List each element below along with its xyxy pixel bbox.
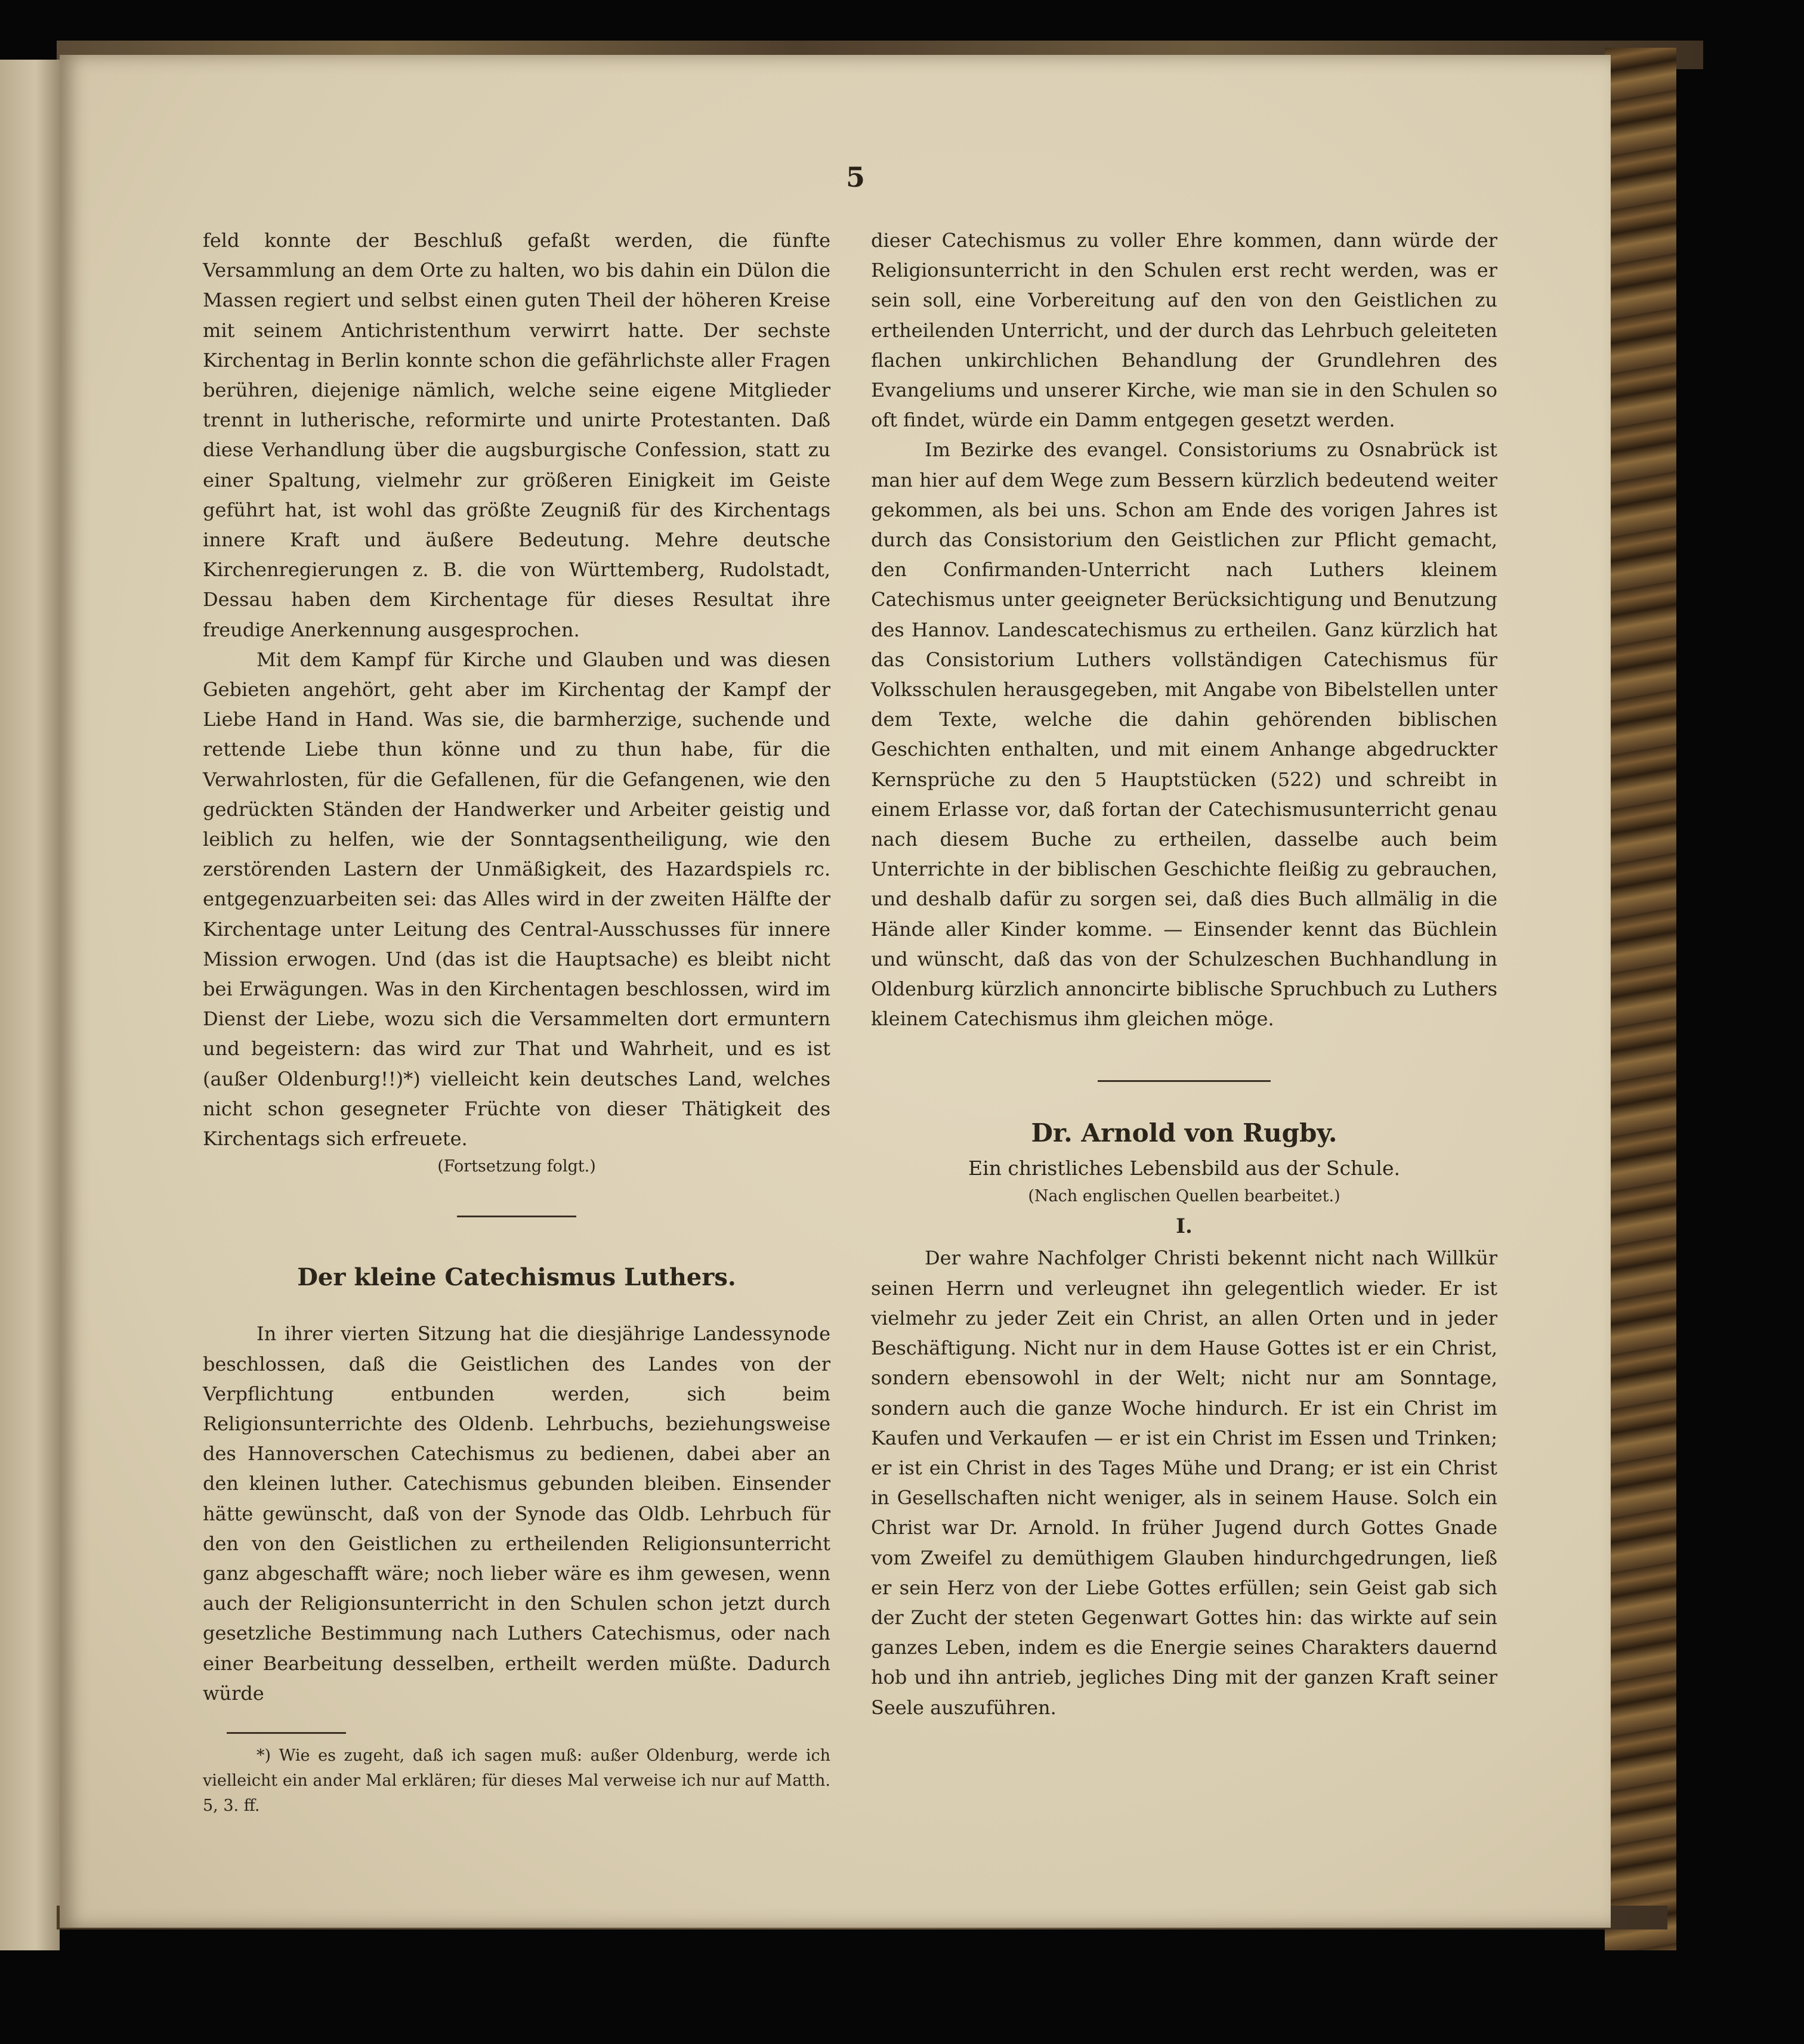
- article-paragraph: Der wahre Nachfolger Christi bekennt nicht nach Willkür seinen Herrn und verleugnet ihn gelegentlich wieder. Er ist vielmehr zu jeder Zeit ein Christ, an allen Orten und in jeder Beschäftigung. Nicht nur in dem Hause Gottes ist er ein Christ, sondern ebensowohl in der Welt; nicht nur am Sonntage, sondern auch die ganze Woche hindurch. Er ist ein Christ im Kaufen und Verkaufen — er ist ein Christ im Essen und Trinken; er ist ein Christ in des Tages Mühe und Drang; er ist ein Christ in Gesellschaften nicht weniger, als in seinem Hause. Solch ein Christ war Dr. Arnold. In früher Jugend durch Gottes Gnade vom Zweifel zu demüthigem Glauben hindurchgedrungen, ließ er sein Herz von der Liebe Gottes erfüllen; sein Geist gab sich der Zucht der steten Gegenwart Gottes hin: das wirkte auf sein ganzes Leben, indem es die Energie seines Charakters dauernd hob und ihn antrieb, jegliches Ding mit der ganzen Kraft seiner Seele auszuführen.: [871, 1247, 1497, 1719]
- section-paragraph: In ihrer vierten Sitzung hat die diesjährige Landessynode beschlossen, daß die Geistlichen des Landes von der Verpflichtung entbunden werden, sich beim Religionsunterrichte des Oldenb. Lehrbuchs, beziehungsweise des Hannoverschen Catechismus zu bedienen, dabei aber an den kleinen luther. Catechismus gebunden bleiben. Einsender hätte gewünscht, daß von der Synode das Oldb. Lehrbuch für den von den Geistlichen zu ertheilenden Religionsunterricht ganz abgeschafft wäre; noch lieber wäre es ihm gewesen, wenn auch der Religionsunterricht in den Schulen schon jetzt durch gesetzliche Bestimmung nach Luthers Catechismus, oder nach einer Bearbeitung desselben, ertheilt werden müßte. Dadurch würde: [203, 1322, 830, 1705]
- article-divider: [1098, 1080, 1271, 1082]
- page-number: 5: [845, 161, 865, 193]
- right-column: [871, 225, 1497, 1723]
- article-title: Dr. Arnold von Rugby.: [1031, 1118, 1337, 1148]
- facing-page-edge: [0, 60, 60, 1950]
- section-divider: [457, 1216, 576, 1217]
- footnote-divider: [227, 1732, 346, 1734]
- section-heading: Der kleine Catechismus Luthers.: [297, 1263, 736, 1292]
- left-column: [203, 225, 830, 1819]
- book-cover-right-edge: [1605, 48, 1676, 1950]
- footnote: *) Wie es zugeht, daß ich sagen muß: außer Oldenburg, werde ich vielleicht ein ander Mal erklären; für dieses Mal verweise ich nur auf Matth. 5, 3. ff.: [203, 1746, 830, 1815]
- right-paragraph-1: dieser Catechismus zu voller Ehre kommen, dann würde der Religionsunterricht in den Schulen erst recht werden, was er sein soll, eine Vorbereitung auf den von den Geistlichen zu ertheilenden Unterricht, und der durch das Lehrbuch geleiteten flachen unkirchlichen Behandlung der Grundlehren des Evangeliums und unserer Kirche, wie man sie in den Schulen so oft findet, würde ein Damm entgegen gesetzt werden.: [871, 229, 1497, 432]
- right-paragraph-2: Im Bezirke des evangel. Consistoriums zu Osnabrück ist man hier auf dem Wege zum Bessern kürzlich bedeutend weiter gekommen, als bei uns. Schon am Ende des vorigen Jahres ist durch das Consistorium den Geistlichen zur Pflicht gemacht, den Confirmanden-Unterricht nach Luthers kleinem Catechismus unter geeigneter Berücksichtigung und Benutzung des Hannov. Landescatechismus zu ertheilen. Ganz kürzlich hat das Consistorium Luthers vollständigen Catechismus für Volksschulen herausgegeben, mit Angabe von Bibelstellen unter dem Texte, welche die dahin gehörenden biblischen Geschichten enthalten, und mit einem Anhange abgedruckter Kernsprüche zu den 5 Hauptstücken (522) und schreibt in einem Erlasse vor, daß fortan der Catechismusunterricht genau nach diesem Buche zu ertheilen, dasselbe auch beim Unterrichte in der biblischen Geschichte fleißig zu gebrauchen, und deshalb dafür zu sorgen sei, daß dies Buch allmälig in die Hände aller Kinder komme. — Einsender kennt das Büchlein und wünscht, daß das von der Schulzeschen Buchhandlung in Oldenburg kürzlich annoncirte biblische Spruchbuch zu Luthers kleinem Catechismus ihm gleichen möge.: [871, 438, 1497, 1031]
- left-paragraph-1: feld konnte der Beschluß gefaßt werden, die fünfte Versammlung an dem Orte zu halten, wo bis dahin ein Dülon die Massen regiert und selbst einen guten Theil der höheren Kreise mit seinem Antichristenthum verwirrt hatte. Der sechste Kirchentag in Berlin konnte schon die gefährlichste aller Fragen berühren, diejenige nämlich, welche seine eigene Mitglieder trennt in lutherische, reformirte und unirte Protestanten. Daß diese Verhandlung über die augsburgische Confession, statt zu einer Spaltung, vielmehr zur größeren Einigkeit im Geiste geführt hat, ist wohl das größte Zeugniß für des Kirchentags innere Kraft und äußere Bedeutung. Mehre deutsche Kirchenregierungen z. B. die von Württemberg, Rudolstadt, Dessau haben dem Kirchentage für dieses Resultat ihre freudige Anerkennung ausgesprochen.: [203, 229, 830, 641]
- article-subtitle: Ein christliches Lebensbild aus der Schule.: [968, 1156, 1401, 1180]
- article-part-number: I.: [1176, 1214, 1193, 1239]
- continued-note: (Fortsetzung folgt.): [437, 1157, 596, 1176]
- left-paragraph-2: Mit dem Kampf für Kirche und Glauben und was diesen Gebieten angehört, geht aber im Kirchentag der Kampf der Liebe Hand in Hand. Was sie, die barmherzige, suchende und rettende Liebe thun könne und zu thun habe, für die Verwahrlosten, für die Gefallenen, für die Gefangenen, wie den gedrückten Ständen der Handwerker und Arbeiter geistig und leiblich zu helfen, wie der Sonntagsentheiligung, wie den zerstörenden Lastern der Unmäßigkeit, des Hazardspiels rc. entgegenzuarbeiten sei: das Alles wird in der zweiten Hälfte der Kirchentage unter Leitung des Central-Ausschusses für innere Mission erwogen. Und (das ist die Hauptsache) es bleibt nicht bei Erwägungen. Was in den Kirchentagen beschlossen, wird im Dienst der Liebe, wozu sich die Versammelten dort ermuntern und begeistern: das wird zur That und Wahrheit, und es ist (außer Oldenburg!!)*) vielleicht kein deutsches Land, welches nicht schon gesegneter Früchte von dieser Thätigkeit des Kirchentags sich erfreuete.: [203, 648, 830, 1151]
- article-source: (Nach englischen Quellen bearbeitet.): [1028, 1187, 1340, 1206]
